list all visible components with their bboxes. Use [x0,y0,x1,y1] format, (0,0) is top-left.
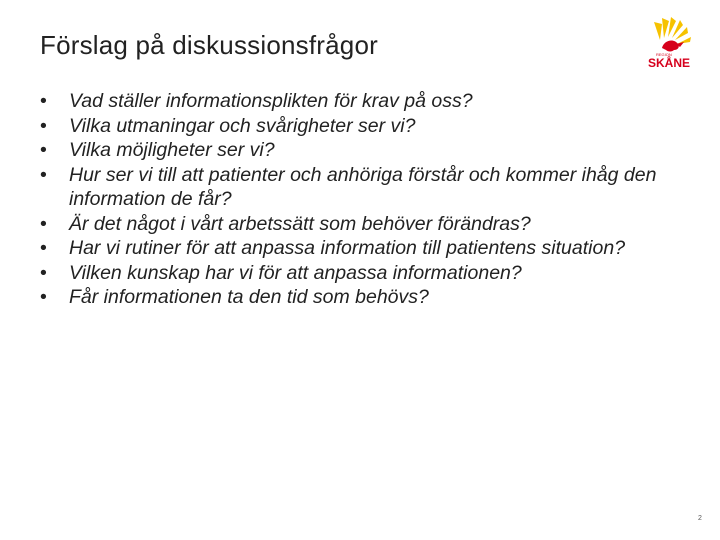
list-item-text: Vilka möjligheter ser vi? [69,139,275,161]
list-item [40,89,705,114]
discussion-questions-list [40,89,705,310]
list-item [40,285,705,310]
list-item [40,212,705,237]
list-item-text: Har vi rutiner för att anpassa information till patientens situation? [69,237,626,259]
bullet-dot-icon: • [40,212,47,235]
list-item [40,261,705,286]
list-item-text: Vad ställer informationsplikten för krav på oss? [69,90,473,112]
list-item-text: Är det något i vårt arbetssätt som behöver förändras? [69,212,531,235]
bullet-dot-icon: • [40,237,47,259]
list-item [40,114,705,139]
bullet-dot-icon: • [40,261,47,284]
bullet-dot-icon: • [40,90,47,112]
sun-rays-icon [654,17,691,44]
list-item-text: Hur ser vi till att patienter och anhöriga förstår och kommer ihåg den information de får? [69,163,657,210]
logo-name-text: SKÅNE [648,56,691,70]
bullet-dot-icon: • [40,139,47,161]
bullet-dot-icon: • [40,114,47,137]
logo-region-text: REGION [656,52,672,57]
bullet-dot-icon: • [40,163,47,186]
page-number: 2 [698,515,702,522]
list-item [40,236,705,261]
list-item-text: Vilken kunskap har vi för att anpassa informationen? [69,261,522,284]
list-item [40,163,705,212]
list-item-text: Vilka utmaningar och svårigheter ser vi? [69,114,416,137]
list-item-text: Får informationen ta den tid som behövs? [69,286,429,308]
region-skane-logo [640,14,710,70]
page-title: Förslag på diskussionsfrågor [40,30,378,60]
bullet-dot-icon: • [40,286,47,308]
list-item [40,138,705,163]
region-skane-logo-graphic [640,14,710,70]
